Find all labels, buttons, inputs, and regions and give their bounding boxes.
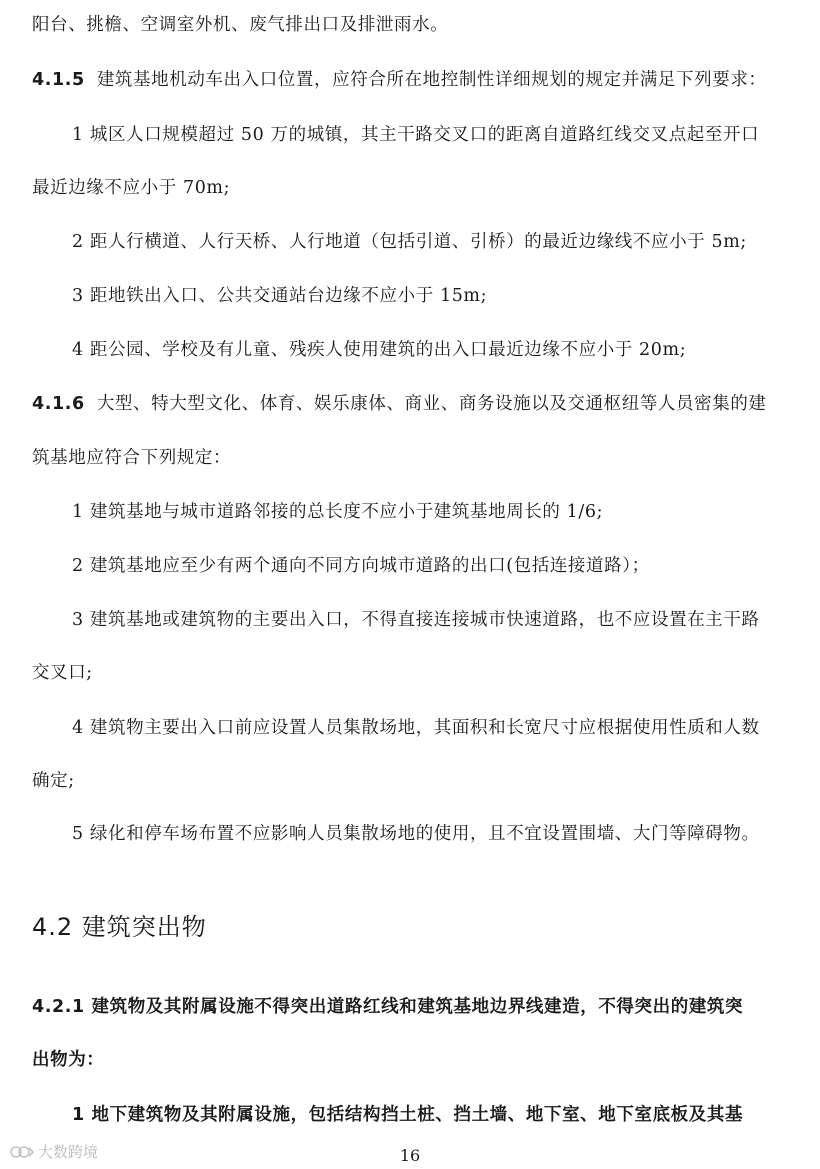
list-item: 3 距地铁出入口、公共交通站台边缘不应小于 15m; — [72, 286, 488, 306]
section-heading: 4.2 建筑突出物 — [32, 913, 207, 941]
clause-number: 4.1.6 — [32, 394, 85, 414]
clause-text: 建筑基地机动车出入口位置，应符合所在地控制性详细规划的规定并满足下列要求： — [96, 70, 767, 90]
list-item: 2 距人行横道、人行天桥、人行地道（包括引道、引桥）的最近边缘线不应小于 5m; — [72, 232, 747, 252]
paragraph-line: 出物为： — [32, 1050, 105, 1070]
paragraph-line: 最近边缘不应小于 70m; — [32, 178, 231, 198]
list-item: 5 绿化和停车场布置不应影响人员集散场地的使用，且不宜设置围墙、大门等障碍物。 — [72, 824, 760, 844]
list-item: 1 建筑基地与城市道路邻接的总长度不应小于建筑基地周长的 1/6; — [72, 502, 604, 522]
clause-4-1-5 — [32, 68, 806, 92]
list-item: 2 建筑基地应至少有两个通向不同方向城市道路的出口(包括连接道路）； — [72, 556, 650, 576]
paragraph-line: 阳台、挑檐、空调室外机、废气排出口及排泄雨水。 — [32, 15, 449, 35]
list-item: 4 距公园、学校及有儿童、残疾人使用建筑的出入口最近边缘不应小于 20m; — [72, 340, 687, 360]
watermark-text: 大数跨境 — [38, 1143, 99, 1161]
page-number: 16 — [399, 1146, 421, 1165]
list-item: 4 建筑物主要出入口前应设置人员集散场地，其面积和长宽尺寸应根据使用性质和人数 — [72, 718, 760, 738]
clause-4-1-6 — [32, 392, 806, 416]
paragraph-line: 交叉口; — [32, 663, 93, 683]
list-item: 1 地下建筑物及其附属设施，包括结构挡土桩、挡土墙、地下室、地下室底板及其基 — [72, 1105, 744, 1125]
list-item: 3 建筑基地或建筑物的主要出入口，不得直接连接城市快速道路，也不应设置在主干路 — [72, 610, 760, 630]
list-item: 1 城区人口规模超过 50 万的城镇，其主干路交叉口的距离自道路红线交叉点起至开口 — [72, 125, 760, 145]
watermark — [10, 1141, 98, 1162]
clause-text: 大型、特大型文化、体育、娱乐康体、商业、商务设施以及交通枢纽等人员密集的建 — [96, 394, 767, 414]
brand-logo-icon — [10, 1144, 34, 1160]
clause-number: 4.1.5 — [32, 70, 85, 90]
clause-4-2-1: 4.2.1 建筑物及其附属设施不得突出道路红线和建筑基地边界线建造，不得突出的建筑突 — [32, 997, 744, 1017]
paragraph-line: 确定; — [32, 771, 75, 791]
paragraph-line: 筑基地应符合下列规定： — [32, 448, 232, 468]
